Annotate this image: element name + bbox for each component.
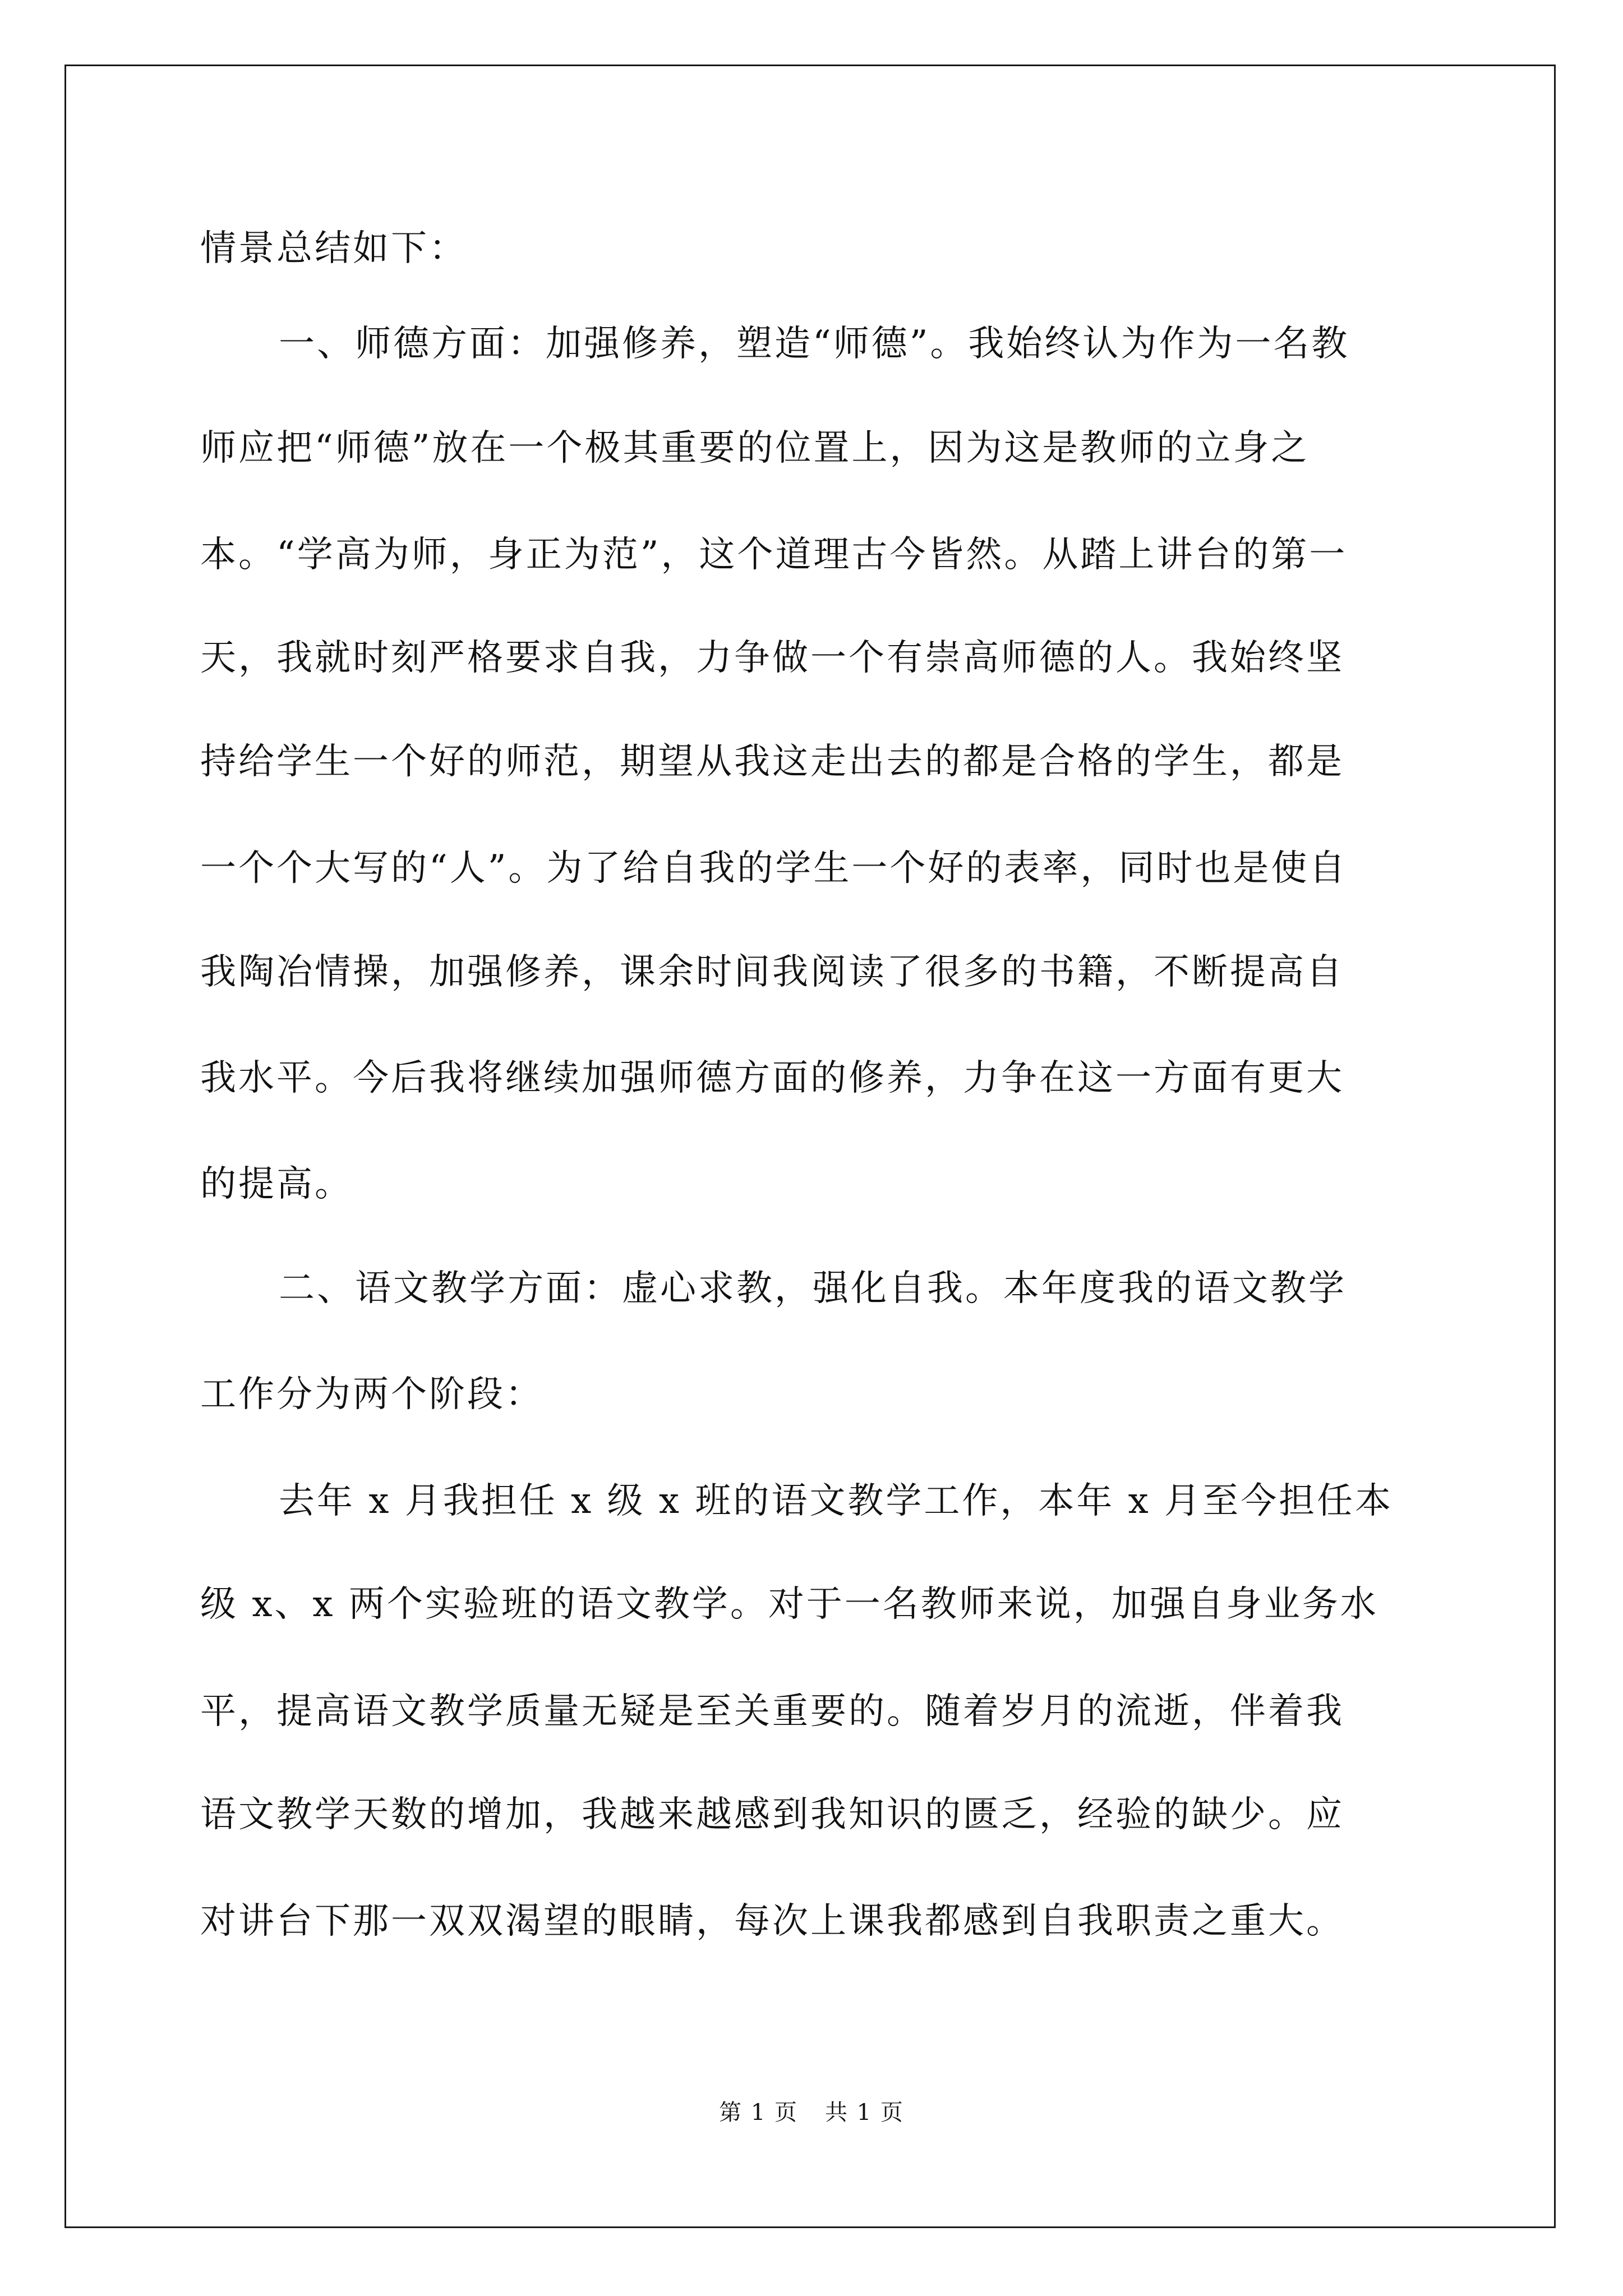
paragraph-first-line: 二、语文教学方面：虚心求教，强化自我。本年度我的语文教学 — [279, 1268, 1347, 1309]
paragraph-first-line: 去年 x 月我担任 x 级 x 班的语文教学工作，本年 x 月至今担任本 — [279, 1480, 1394, 1522]
text-line: 工作分为两个阶段： — [200, 1374, 543, 1415]
text-line: 对讲台下那一双双渴望的眼睛，每次上课我都感到自我职责之重大。 — [200, 1901, 1344, 1942]
text-line: 级 x、x 两个实验班的语文教学。对于一名教师来说，加强自身业务水 — [200, 1584, 1378, 1625]
text-line: 情景总结如下： — [200, 228, 467, 269]
text-line: 的提高。 — [200, 1163, 353, 1205]
text-line: 我陶冶情操，加强修养，课余时间我阅读了很多的书籍，不断提高自 — [200, 951, 1344, 993]
text-line: 我水平。今后我将继续加强师德方面的修养，力争在这一方面有更大 — [200, 1057, 1344, 1099]
text-line: 语文教学天数的增加，我越来越感到我知识的匮乏，经验的缺少。应 — [200, 1794, 1344, 1835]
page-footer — [0, 2097, 1623, 2128]
text-line: 一个个大写的“人”。为了给自我的学生一个好的表率，同时也是使自 — [200, 848, 1348, 889]
page-number: 第 1 页 — [719, 2100, 798, 2125]
text-line: 持给学生一个好的师范，期望从我这走出去的都是合格的学生，都是 — [200, 741, 1344, 783]
paragraph-first-line: 一、师德方面：加强修养，塑造“师德”。我始终认为作为一名教 — [279, 323, 1350, 365]
text-line: 平，提高语文教学质量无疑是至关重要的。随着岁月的流逝，伴着我 — [200, 1691, 1344, 1732]
text-line: 本。“学高为师，身正为范”，这个道理古今皆然。从踏上讲台的第一 — [200, 534, 1348, 576]
page-total: 共 1 页 — [825, 2100, 904, 2125]
text-line: 天，我就时刻严格要求自我，力争做一个有崇高师德的人。我始终坚 — [200, 637, 1344, 679]
text-line: 师应把“师德”放在一个极其重要的位置上，因为这是教师的立身之 — [200, 427, 1310, 469]
